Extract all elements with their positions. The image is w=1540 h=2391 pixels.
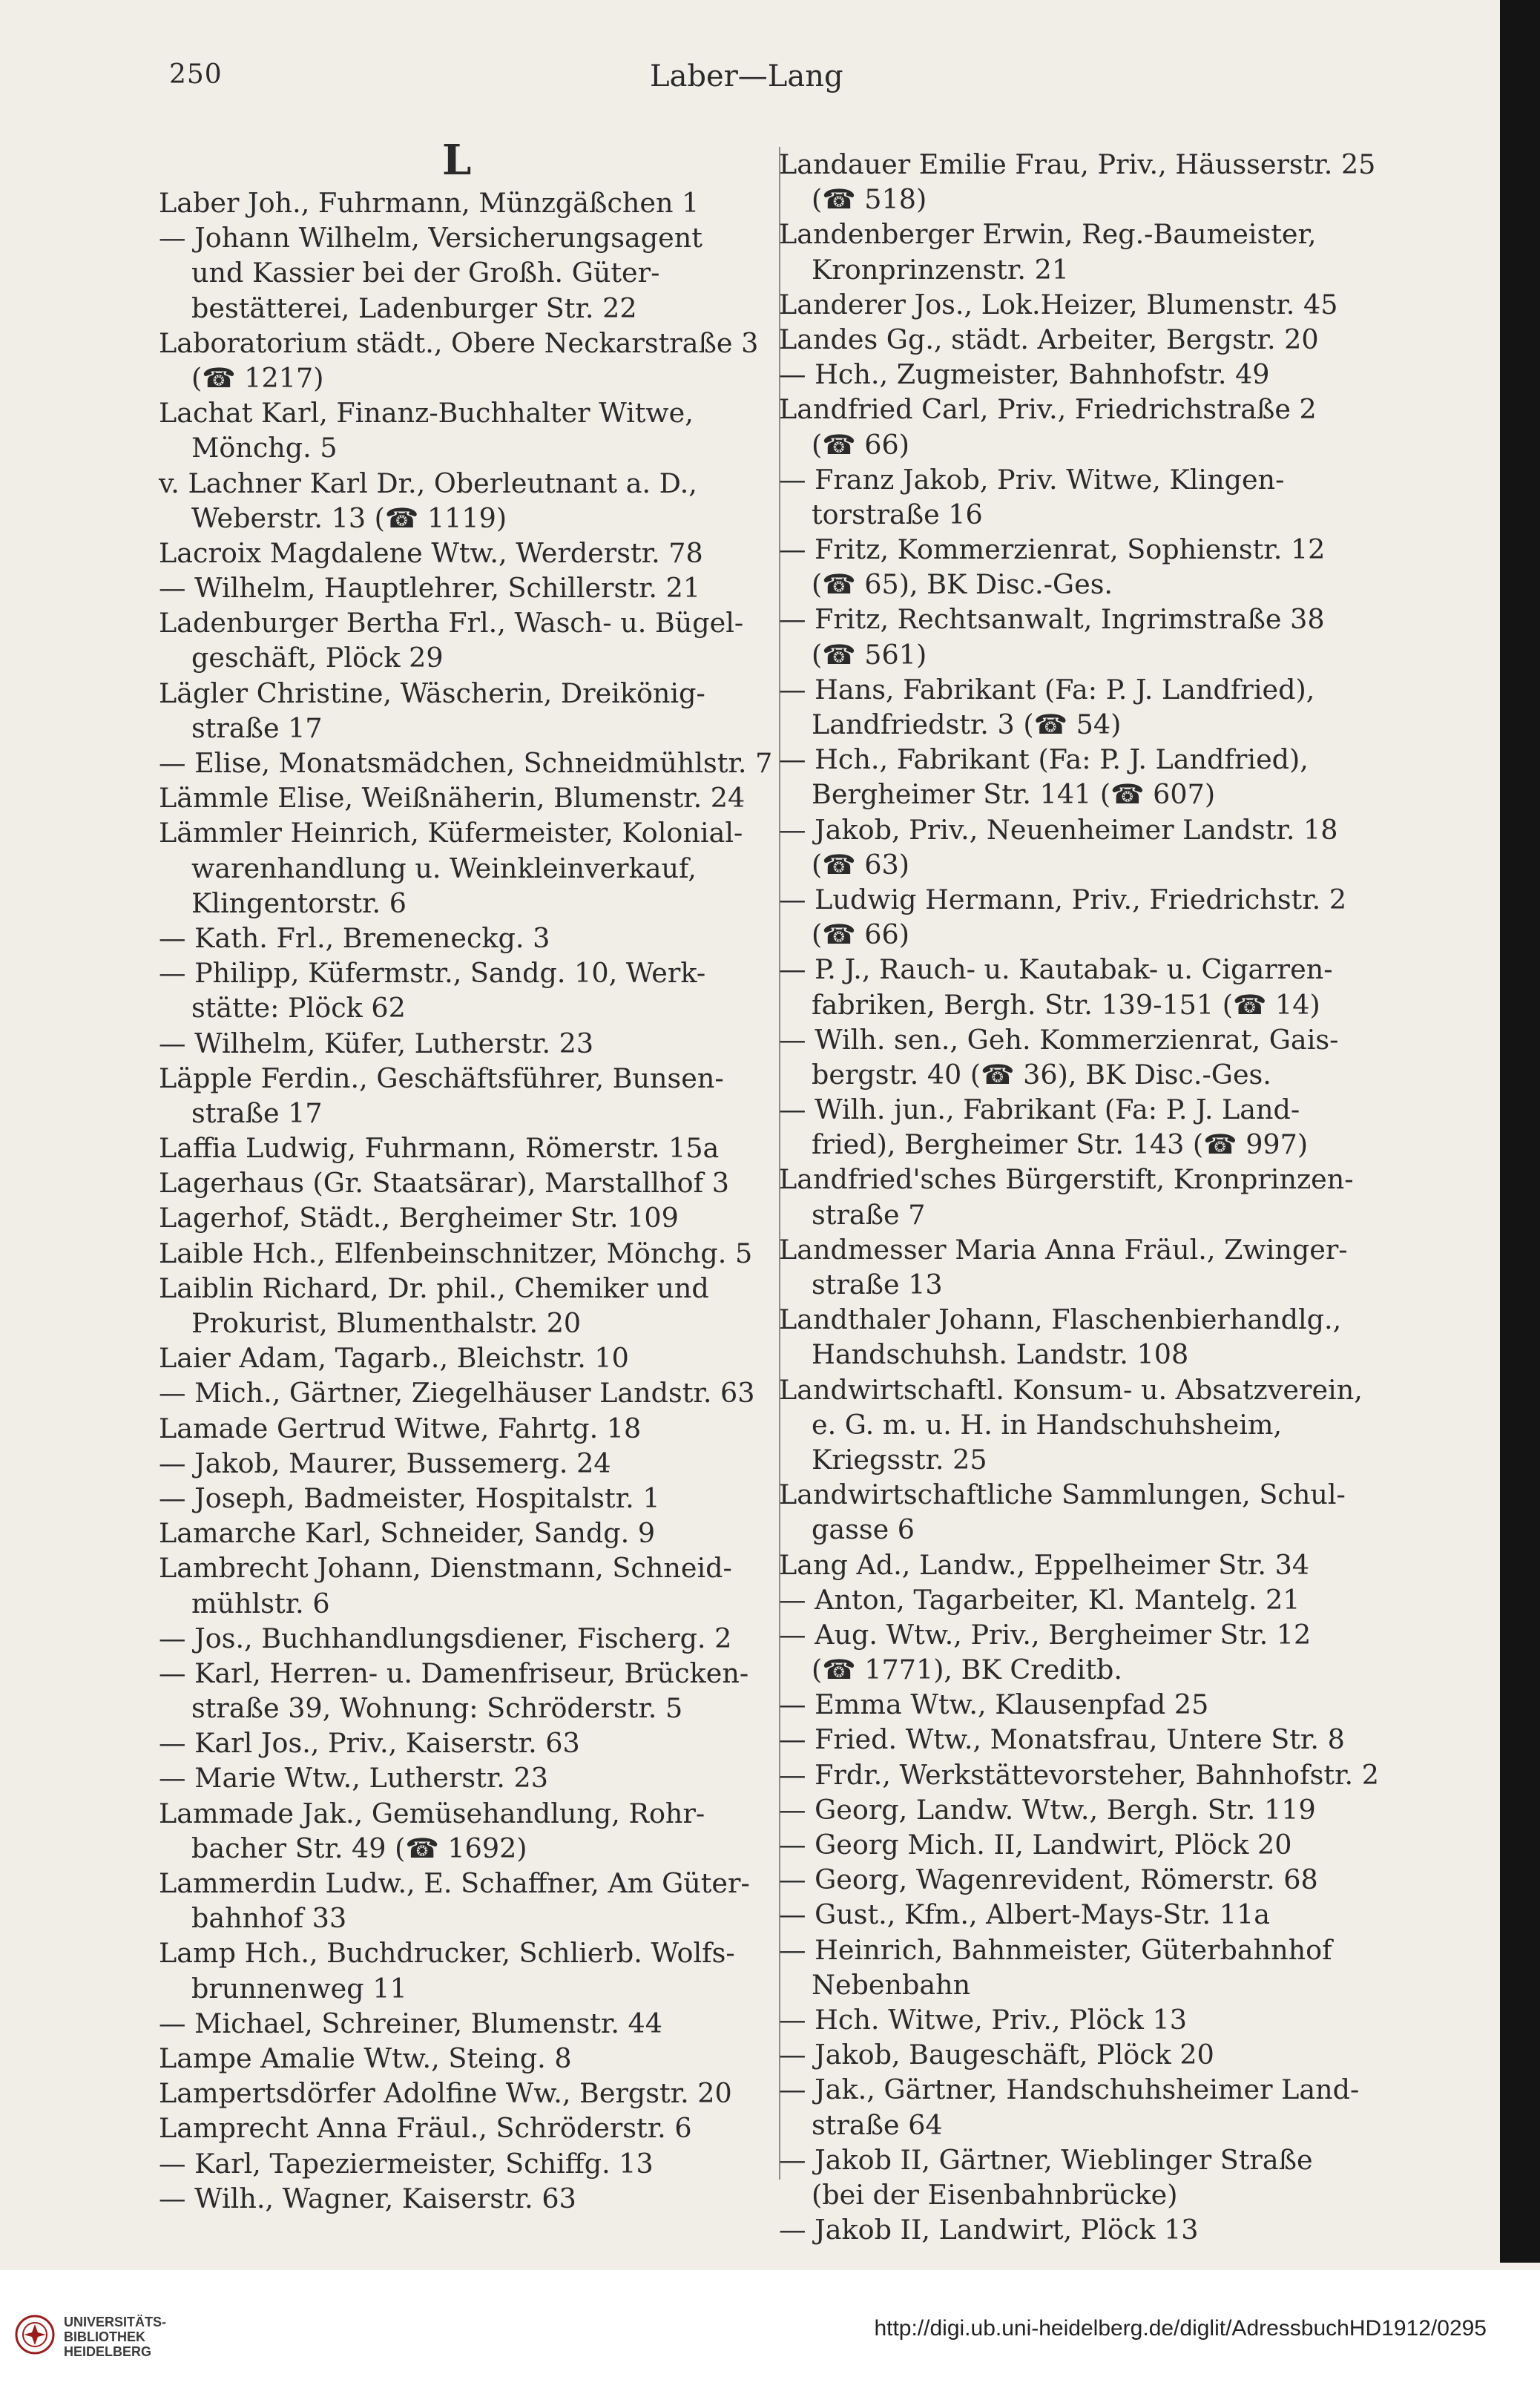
directory-entry-line: (☎ 561) <box>812 638 927 671</box>
directory-entry-line: (☎ 63) <box>812 848 909 881</box>
footer <box>0 2270 1540 2391</box>
directory-entry-line: Lamade Gertrud Witwe, Fahrtg. 18 <box>159 1412 642 1444</box>
directory-entry-line: — Jakob, Baugeschäft, Plöck 20 <box>779 2039 1214 2071</box>
directory-entry-line: Laber Joh., Fuhrmann, Münzgäßchen 1 <box>159 187 700 219</box>
directory-entry-line: — Michael, Schreiner, Blumenstr. 44 <box>159 2007 662 2039</box>
directory-entry-line: — Hch., Fabrikant (Fa: P. J. Landfried), <box>779 743 1309 776</box>
directory-entry-line: Lachat Karl, Finanz-Buchhalter Witwe, <box>159 397 694 430</box>
directory-entry-line: Landerer Jos., Lok.Heizer, Blumenstr. 45 <box>779 288 1338 320</box>
directory-entry-line: Lammerdin Ludw., E. Schaffner, Am Güter- <box>159 1867 750 1899</box>
directory-entry-line: Mönchg. 5 <box>191 432 338 464</box>
directory-entry-line: torstraße 16 <box>812 498 983 530</box>
directory-entry-line: — Kath. Frl., Bremeneckg. 3 <box>159 921 550 954</box>
directory-entry-line: — Georg, Landw. Wtw., Bergh. Str. 119 <box>779 1793 1316 1826</box>
directory-entry-line: (☎ 66) <box>812 428 909 461</box>
directory-entry-line: Landthaler Johann, Flaschenbierhandlg., <box>779 1303 1342 1336</box>
directory-entry-line: — Karl, Herren- u. Damenfriseur, Brücken- <box>159 1657 749 1689</box>
directory-entry-line: Lampertsdörfer Adolfine Ww., Bergstr. 20 <box>159 2077 732 2110</box>
directory-entry-line: mühlstr. 6 <box>191 1587 330 1619</box>
directory-entry-line: — Hch. Witwe, Priv., Plöck 13 <box>779 2003 1187 2036</box>
directory-entry-line: — Georg, Wagenrevident, Römerstr. 68 <box>779 1864 1318 1896</box>
directory-entry-line: — Jakob, Priv., Neuenheimer Landstr. 18 <box>779 813 1338 846</box>
directory-entry-line: straße 17 <box>191 711 323 744</box>
directory-entry-line: — Georg Mich. II, Landwirt, Plöck 20 <box>779 1829 1292 1861</box>
directory-entry-line: (☎ 1217) <box>191 361 324 394</box>
directory-entry-line: — Jos., Buchhandlungsdiener, Fischerg. 2 <box>159 1622 732 1654</box>
right-column <box>779 147 1424 2247</box>
library-name-line: BIBLIOTHEK <box>64 2329 145 2344</box>
directory-entry-line: — Hans, Fabrikant (Fa: P. J. Landfried), <box>779 673 1315 706</box>
directory-entry-line: Nebenbahn <box>812 1968 971 2001</box>
directory-entry-line: Landmesser Maria Anna Fräul., Zwinger- <box>779 1233 1348 1266</box>
directory-entry-line: (☎ 1771), BK Creditb. <box>812 1654 1122 1686</box>
directory-entry-line: — Philipp, Küfermstr., Sandg. 10, Werk- <box>159 957 706 990</box>
directory-entry-line: — Wilh. sen., Geh. Kommerzienrat, Gais- <box>779 1023 1339 1056</box>
directory-entry-line: — Gust., Kfm., Albert-Mays-Str. 11a <box>779 1898 1270 1931</box>
directory-entry-line: Lagerhof, Städt., Bergheimer Str. 109 <box>159 1202 679 1234</box>
directory-entry-line: Lamprecht Anna Fräul., Schröderstr. 6 <box>159 2112 692 2145</box>
directory-entry-line: Lacroix Magdalene Wtw., Werderstr. 78 <box>159 536 703 569</box>
directory-entry-line: — Anton, Tagarbeiter, Kl. Mantelg. 21 <box>779 1583 1300 1616</box>
directory-entry-line: — Fritz, Kommerzienrat, Sophienstr. 12 <box>779 533 1326 566</box>
running-head: Laber—Lang <box>650 59 843 93</box>
directory-entry-line: — Jakob II, Gärtner, Wieblinger Straße <box>779 2143 1313 2176</box>
directory-entry-line: Landwirtschaftliche Sammlungen, Schul- <box>779 1479 1346 1511</box>
directory-entry-line: — Elise, Monatsmädchen, Schneidmühlstr. 7 <box>159 747 773 779</box>
page-number: 250 <box>169 59 223 90</box>
directory-entry-line: Laier Adam, Tagarb., Bleichstr. 10 <box>159 1342 629 1375</box>
library-seal-icon <box>15 2315 55 2355</box>
directory-entry-line: — Mich., Gärtner, Ziegelhäuser Landstr. 63 <box>159 1377 755 1410</box>
directory-entry-line: Laboratorium städt., Obere Neckarstraße 3 <box>159 326 759 359</box>
directory-entry-line: — Jak., Gärtner, Handschuhsheimer Land- <box>779 2073 1360 2106</box>
directory-entry-line: straße 7 <box>812 1198 926 1231</box>
directory-entry-line: Landfried'sches Bürgerstift, Kronprinzen- <box>779 1163 1354 1196</box>
directory-entry-line: Bergheimer Str. 141 (☎ 607) <box>812 778 1216 811</box>
source-url-link[interactable]: http://digi.ub.uni-heidelberg.de/diglit/AdressbuchHD1912/0295 <box>874 2316 1487 2341</box>
directory-entry-line: Laiblin Richard, Dr. phil., Chemiker und <box>159 1272 709 1304</box>
directory-entry-line: v. Lachner Karl Dr., Oberleutnant a. D., <box>159 467 697 499</box>
directory-entry-line: (bei der Eisenbahnbrücke) <box>812 2178 1178 2211</box>
directory-entry-line: Lamarche Karl, Schneider, Sandg. 9 <box>159 1517 656 1550</box>
directory-entry-line: (☎ 518) <box>812 183 927 216</box>
directory-entry-line: straße 39, Wohnung: Schröderstr. 5 <box>191 1692 683 1725</box>
directory-entry-line: Lagerhaus (Gr. Staatsärar), Marstallhof 3 <box>159 1167 729 1200</box>
section-letter: L <box>442 136 472 185</box>
directory-entry-line: Laible Hch., Elfenbeinschnitzer, Mönchg. 5 <box>159 1237 753 1269</box>
directory-entry-line: Klingentorstr. 6 <box>191 887 407 919</box>
directory-entry-line: — Fried. Wtw., Monatsfrau, Untere Str. 8 <box>779 1723 1345 1756</box>
directory-entry-line: Landauer Emilie Frau, Priv., Häusserstr. 25 <box>779 148 1376 180</box>
directory-entry-line: e. G. m. u. H. in Handschuhsheim, <box>812 1408 1283 1441</box>
directory-entry-line: Laffia Ludwig, Fuhrmann, Römerstr. 15a <box>159 1132 720 1165</box>
directory-entry-line: Lammade Jak., Gemüsehandlung, Rohr- <box>159 1797 705 1829</box>
directory-entry-line: und Kassier bei der Großh. Güter- <box>191 257 660 289</box>
directory-entry-line: Lägler Christine, Wäscherin, Dreikönig- <box>159 677 705 709</box>
directory-entry-line: Handschuhsh. Landstr. 108 <box>812 1338 1189 1371</box>
directory-entry-line: straße 13 <box>812 1269 943 1300</box>
directory-entry-line: bestätterei, Ladenburger Str. 22 <box>191 292 637 324</box>
directory-entry-line: bahnhof 33 <box>191 1902 347 1935</box>
directory-entry-line: — Karl Jos., Priv., Kaiserstr. 63 <box>159 1727 580 1760</box>
directory-entry-line: — Marie Wtw., Lutherstr. 23 <box>159 1762 548 1795</box>
directory-entry-line: Lamp Hch., Buchdrucker, Schlierb. Wolfs- <box>159 1937 735 1970</box>
directory-entry-line: Weberstr. 13 (☎ 1119) <box>191 501 507 534</box>
library-name <box>64 2315 166 2359</box>
directory-entry-line: — Emma Wtw., Klausenpfad 25 <box>779 1688 1209 1721</box>
directory-entry-line: — Wilh., Wagner, Kaiserstr. 63 <box>159 2182 576 2214</box>
directory-entry-line: — Jakob, Maurer, Bussemerg. 24 <box>159 1447 611 1479</box>
directory-entry-line: Landfried Carl, Priv., Friedrichstraße 2 <box>779 393 1317 426</box>
directory-entry-line: — Heinrich, Bahnmeister, Güterbahnhof <box>779 1933 1332 1966</box>
directory-entry-line: — Franz Jakob, Priv. Witwe, Klingen- <box>779 463 1285 496</box>
directory-entry-line: Lampe Amalie Wtw., Steing. 8 <box>159 2042 572 2074</box>
directory-entry-line: — Joseph, Badmeister, Hospitalstr. 1 <box>159 1481 660 1514</box>
directory-entry-line: (☎ 65), BK Disc.-Ges. <box>812 568 1113 601</box>
directory-entry-line: fabriken, Bergh. Str. 139-151 (☎ 14) <box>812 988 1320 1021</box>
directory-entry-line: — Wilhelm, Hauptlehrer, Schillerstr. 21 <box>159 572 701 605</box>
directory-entry-line: Prokurist, Blumenthalstr. 20 <box>191 1307 582 1339</box>
directory-entry-line: Lämmler Heinrich, Küfermeister, Kolonial- <box>159 817 743 849</box>
directory-entry-line: stätte: Plöck 62 <box>191 992 406 1025</box>
directory-entry-line: bacher Str. 49 (☎ 1692) <box>191 1832 527 1864</box>
directory-entry-line: — Jakob II, Landwirt, Plöck 13 <box>779 2214 1199 2246</box>
directory-entry-line: Landes Gg., städt. Arbeiter, Bergstr. 20 <box>779 323 1319 355</box>
directory-entry-line: bergstr. 40 (☎ 36), BK Disc.-Ges. <box>812 1058 1271 1091</box>
directory-entry-line: Landfriedstr. 3 (☎ 54) <box>812 708 1122 740</box>
directory-entry-line: brunnenweg 11 <box>191 1972 407 2004</box>
directory-entry-line: — Aug. Wtw., Priv., Bergheimer Str. 12 <box>779 1618 1312 1651</box>
directory-entry-line: — Wilhelm, Küfer, Lutherstr. 23 <box>159 1027 594 1059</box>
scan-edge-bar <box>1500 0 1540 2263</box>
directory-entry-line: — Wilh. jun., Fabrikant (Fa: P. J. Land- <box>779 1093 1300 1126</box>
library-name-line: UNIVERSITÄTS- <box>64 2315 167 2329</box>
directory-entry-line: — P. J., Rauch- u. Kautabak- u. Cigarren- <box>779 953 1333 986</box>
directory-entry-line: fried), Bergheimer Str. 143 (☎ 997) <box>812 1128 1309 1161</box>
directory-entry-line: — Karl, Tapeziermeister, Schiffg. 13 <box>159 2147 654 2180</box>
directory-entry-line: Landenberger Erwin, Reg.-Baumeister, <box>779 218 1317 251</box>
directory-entry-line: gasse 6 <box>812 1513 915 1546</box>
directory-entry-line: straße 64 <box>812 2108 943 2141</box>
page-header <box>0 59 1540 111</box>
directory-entry-line: — Ludwig Hermann, Priv., Friedrichstr. 2 <box>779 883 1347 915</box>
directory-entry-line: Lambrecht Johann, Dienstmann, Schneid- <box>159 1552 732 1585</box>
directory-entry-line: Läpple Ferdin., Geschäftsführer, Bunsen- <box>159 1062 724 1094</box>
directory-entry-line: Kronprinzenstr. 21 <box>812 253 1070 286</box>
directory-entry-line: Lang Ad., Landw., Eppelheimer Str. 34 <box>779 1548 1310 1581</box>
directory-entry-line: Ladenburger Bertha Frl., Wasch- u. Bügel- <box>159 607 744 639</box>
directory-entry-line: Kriegsstr. 25 <box>812 1443 987 1476</box>
directory-entry-line: geschäft, Plöck 29 <box>191 642 444 674</box>
left-column <box>159 185 779 2216</box>
directory-entry-line: — Frdr., Werkstättevorsteher, Bahnhofstr. 2 <box>779 1758 1379 1791</box>
directory-entry-line: (☎ 66) <box>812 918 909 951</box>
directory-entry-line: straße 17 <box>191 1096 323 1129</box>
library-name-line: HEIDELBERG <box>64 2344 152 2359</box>
directory-entry-line: — Hch., Zugmeister, Bahnhofstr. 49 <box>779 358 1270 391</box>
directory-entry-line: — Johann Wilhelm, Versicherungsagent <box>159 222 702 254</box>
directory-entry-line: Lämmle Elise, Weißnäherin, Blumenstr. 24 <box>159 782 746 815</box>
directory-entry-line: Landwirtschaftl. Konsum- u. Absatzverein, <box>779 1373 1363 1406</box>
directory-entry-line: warenhandlung u. Weinkleinverkauf, <box>191 852 697 884</box>
directory-entry-line: — Fritz, Rechtsanwalt, Ingrimstraße 38 <box>779 603 1325 636</box>
